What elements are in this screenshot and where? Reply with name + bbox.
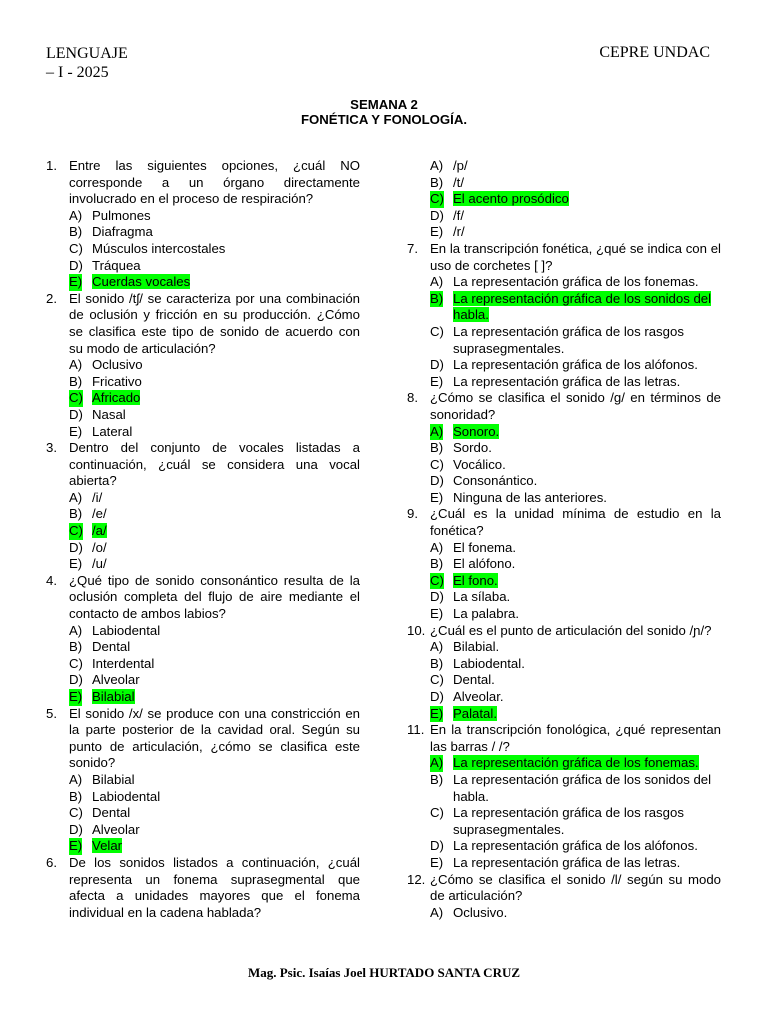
option-letter: C) — [430, 805, 444, 821]
question-item-continued — [407, 158, 721, 241]
question-item — [46, 158, 360, 291]
option-letter: C) — [430, 456, 444, 472]
option-letter: A) — [69, 489, 83, 505]
option-letter: E) — [69, 423, 83, 439]
option-text: La representación gráfica de los rasgos suprasegmentales. — [453, 323, 684, 356]
answer-option — [46, 506, 360, 523]
option-text: Bilabial — [92, 689, 135, 704]
question-item — [407, 241, 721, 390]
option-letter: A) — [69, 357, 83, 373]
answer-option — [46, 407, 360, 424]
answer-option — [407, 158, 721, 175]
answer-option — [407, 357, 721, 374]
option-letter: A) — [430, 274, 444, 290]
answer-option — [407, 855, 721, 872]
option-text: La representación gráfica de los sonidos del habla. — [453, 290, 712, 323]
question-item — [46, 855, 360, 921]
question-text: El sonido /tʃ/ se caracteriza por una combinación de oclusión y fricción en su producción. ¿Cómo se clasifica este tipo de sonido de acuerdo con su modo de articulación? — [69, 290, 360, 356]
option-letter: E) — [430, 489, 444, 505]
option-letter: B) — [69, 224, 83, 240]
question-number: 8. — [407, 390, 418, 406]
question-stem — [46, 706, 360, 772]
question-number: 4. — [46, 572, 57, 588]
option-letter: C) — [69, 805, 83, 821]
option-text: Fricativo — [92, 373, 142, 389]
option-text: /r/ — [453, 224, 465, 240]
questions-column-right — [407, 158, 721, 921]
question-number: 9. — [407, 506, 418, 522]
answer-option — [46, 772, 360, 789]
option-letter: C) — [69, 523, 83, 539]
answer-option — [46, 805, 360, 822]
answer-option — [46, 639, 360, 656]
option-text: Bilabial — [92, 771, 135, 787]
option-letter: A) — [430, 755, 444, 771]
option-letter: E) — [69, 274, 83, 290]
option-text: /i/ — [92, 489, 103, 505]
option-letter: E) — [430, 606, 444, 622]
option-letter: D) — [430, 838, 444, 854]
question-item — [407, 872, 721, 922]
question-stem — [407, 241, 721, 274]
question-number: 3. — [46, 440, 57, 456]
option-text: Nasal — [92, 406, 126, 422]
week-label: SEMANA 2 — [350, 97, 418, 112]
answer-option — [407, 208, 721, 225]
question-text: El sonido /x/ se produce con una constricción en la parte posterior de la cavidad oral. Según su punto de articulación, ¿cómo se clasifica este sonido? — [69, 705, 360, 771]
option-letter: B) — [430, 771, 444, 787]
option-text: La representación gráfica de los sonidos del habla. — [453, 771, 712, 804]
option-letter: A) — [69, 771, 83, 787]
answer-option — [407, 689, 721, 706]
answer-option-correct — [407, 191, 721, 208]
question-item — [407, 722, 721, 871]
option-letter: C) — [430, 672, 444, 688]
question-number: 2. — [46, 290, 57, 306]
question-item — [46, 440, 360, 573]
question-stem — [46, 291, 360, 357]
option-text: Ninguna de las anteriores. — [453, 489, 607, 505]
option-text: Alveolar — [92, 672, 140, 688]
answer-option — [407, 772, 721, 805]
option-text: La representación gráfica de los alófonos. — [453, 838, 698, 854]
answer-option — [407, 324, 721, 357]
answer-option — [46, 490, 360, 507]
option-text: Oclusivo. — [453, 904, 508, 920]
answer-option — [46, 424, 360, 441]
option-letter: D) — [430, 689, 444, 704]
option-letter: E) — [69, 556, 83, 572]
option-text: Consonántico. — [453, 473, 538, 489]
question-number: 1. — [46, 158, 57, 173]
question-stem — [407, 390, 721, 423]
answer-option — [46, 241, 360, 258]
option-text: Alveolar. — [453, 689, 504, 704]
option-text: Cuerdas vocales — [92, 274, 191, 290]
institution-name: CEPRE UNDAC — [599, 44, 710, 61]
answer-option — [407, 473, 721, 490]
option-letter: D) — [69, 672, 83, 688]
option-letter: B) — [430, 556, 444, 572]
option-text: Dental. — [453, 672, 495, 688]
question-stem — [46, 855, 360, 921]
answer-option — [46, 672, 360, 689]
option-text: Sordo. — [453, 440, 492, 456]
option-letter: C) — [430, 191, 444, 207]
questions-column-left — [46, 158, 360, 921]
option-text: El fonema. — [453, 539, 517, 555]
question-item — [407, 506, 721, 622]
topic-title: FONÉTICA Y FONOLOGÍA. — [300, 112, 468, 127]
option-text: Tráquea — [92, 257, 141, 273]
answer-option — [46, 623, 360, 640]
option-letter: E) — [430, 854, 444, 870]
course-header — [46, 44, 128, 82]
option-letter: D) — [69, 539, 83, 555]
option-letter: C) — [430, 572, 444, 588]
answer-option-correct — [407, 573, 721, 590]
option-text: /o/ — [92, 539, 107, 555]
option-letter: A) — [430, 158, 444, 173]
answer-option-correct — [46, 523, 360, 540]
answer-option-correct — [46, 838, 360, 855]
answer-option — [46, 374, 360, 391]
answer-option — [407, 606, 721, 623]
answer-option — [407, 672, 721, 689]
answer-option — [407, 805, 721, 838]
option-text: Sonoro. — [453, 423, 500, 439]
option-letter: C) — [430, 323, 444, 339]
option-letter: A) — [430, 639, 444, 655]
answer-option — [407, 175, 721, 192]
question-item — [46, 291, 360, 440]
question-text: ¿Cuál es la unidad mínima de estudio en la fonética? — [430, 506, 721, 539]
option-text: Lateral — [92, 423, 133, 439]
option-text: Alveolar — [92, 821, 140, 837]
option-letter: C) — [69, 390, 83, 406]
answer-option — [407, 490, 721, 507]
option-text: Palatal. — [453, 705, 497, 721]
answer-option — [407, 274, 721, 291]
question-text: ¿Qué tipo de sonido consonántico resulta de la oclusión completa del flujo de aire mediante el contacto de ambos labios? — [69, 572, 360, 622]
answer-option — [407, 639, 721, 656]
option-letter: B) — [69, 788, 83, 804]
question-text: De los sonidos listados a continuación, ¿cuál representa un fonema suprasegmental que afecta a unidades mayores que el fonema individual en la cadena hablada? — [69, 854, 360, 920]
option-text: Labiodental — [92, 788, 161, 804]
option-text: El acento prosódico — [453, 191, 569, 207]
option-letter: D) — [430, 589, 444, 605]
answer-option — [46, 208, 360, 225]
question-text: En la transcripción fonológica, ¿qué representan las barras / /? — [430, 722, 721, 754]
option-letter: E) — [69, 689, 83, 704]
option-text: La representación gráfica de las letras. — [453, 373, 681, 389]
option-letter: C) — [69, 655, 83, 671]
option-text: El alófono. — [453, 556, 516, 572]
answer-option — [407, 224, 721, 241]
answer-option — [407, 589, 721, 606]
option-text: La representación gráfica de los alófonos. — [453, 357, 698, 373]
answer-option-correct — [46, 689, 360, 706]
option-letter: D) — [69, 257, 83, 273]
answer-option — [46, 789, 360, 806]
question-item — [46, 573, 360, 706]
option-text: Dental — [92, 639, 131, 655]
option-letter: B) — [69, 639, 83, 655]
question-number: 11. — [407, 722, 425, 738]
option-text: Músculos intercostales — [92, 240, 226, 256]
answer-option — [407, 656, 721, 673]
answer-option — [407, 556, 721, 573]
question-item — [46, 706, 360, 855]
option-text: La representación gráfica de los fonemas. — [453, 274, 699, 290]
option-text: La sílaba. — [453, 589, 511, 605]
answer-option — [407, 374, 721, 391]
option-letter: E) — [430, 373, 444, 389]
answer-option-correct — [46, 274, 360, 291]
option-text: Vocálico. — [453, 456, 506, 472]
option-text: La representación gráfica de los rasgos suprasegmentales. — [453, 805, 684, 837]
answer-option — [46, 556, 360, 573]
answer-option-correct — [407, 755, 721, 772]
option-text: /a/ — [92, 523, 107, 539]
option-letter: C) — [69, 240, 83, 256]
option-letter: B) — [69, 506, 83, 522]
option-text: Africado — [92, 390, 141, 406]
option-letter: E) — [430, 224, 444, 240]
option-letter: B) — [430, 174, 444, 190]
answer-option — [407, 540, 721, 557]
course-name: LENGUAJE — [46, 45, 128, 62]
question-text: ¿Cuál es el punto de articulación del sonido /ɲ/? — [430, 622, 712, 638]
question-text: Entre las siguientes opciones, ¿cuál NO corresponde a un órgano directamente involucrado en el proceso de respiración? — [69, 158, 360, 207]
option-text: /e/ — [92, 506, 107, 522]
answer-option — [407, 905, 721, 922]
option-text: Interdental — [92, 655, 155, 671]
option-text: Pulmones — [92, 207, 151, 223]
answer-option — [46, 540, 360, 557]
question-stem — [46, 440, 360, 490]
option-letter: A) — [430, 904, 444, 920]
answer-option — [46, 258, 360, 275]
option-text: Labiodental. — [453, 655, 525, 671]
option-text: La representación gráfica de las letras. — [453, 854, 681, 870]
option-letter: D) — [69, 406, 83, 422]
option-text: La palabra. — [453, 606, 519, 622]
option-letter: E) — [430, 705, 444, 721]
question-stem — [407, 506, 721, 539]
question-text: En la transcripción fonética, ¿qué se indica con el uso de corchetes [ ]? — [430, 240, 721, 273]
option-text: /t/ — [453, 174, 464, 190]
option-text: Velar — [92, 838, 123, 854]
option-text: La representación gráfica de los fonemas. — [453, 755, 699, 771]
question-stem — [407, 722, 721, 755]
question-text: Dentro del conjunto de vocales listadas a continuación, ¿cuál se considera una vocal abierta? — [69, 440, 360, 489]
question-item — [407, 623, 721, 723]
answer-option — [46, 656, 360, 673]
question-number: 10. — [407, 622, 426, 638]
option-text: Labiodental — [92, 622, 161, 638]
option-letter: B) — [430, 440, 444, 456]
option-letter: D) — [430, 357, 444, 373]
option-letter: B) — [430, 290, 444, 306]
course-term: – I - 2025 — [46, 64, 109, 81]
option-text: /f/ — [453, 207, 464, 223]
option-letter: A) — [430, 423, 444, 439]
option-text: Bilabial. — [453, 639, 500, 655]
option-letter: D) — [430, 207, 444, 223]
question-number: 7. — [407, 240, 418, 256]
answer-option-correct — [46, 390, 360, 407]
option-letter: D) — [430, 473, 444, 489]
question-number: 5. — [46, 705, 57, 721]
answer-option-correct — [407, 291, 721, 324]
option-letter: A) — [69, 207, 83, 223]
question-number: 12. — [407, 871, 426, 887]
option-letter: E) — [69, 838, 83, 854]
option-letter: D) — [69, 821, 83, 837]
answer-option-correct — [407, 424, 721, 441]
question-number: 6. — [46, 854, 57, 870]
question-stem — [46, 158, 360, 208]
answer-option-correct — [407, 706, 721, 723]
answer-option — [407, 440, 721, 457]
option-letter: A) — [430, 539, 444, 555]
option-letter: A) — [69, 622, 83, 638]
question-stem — [407, 623, 721, 640]
question-stem — [46, 573, 360, 623]
option-letter: B) — [430, 655, 444, 671]
option-text: /u/ — [92, 556, 107, 572]
question-text: ¿Cómo se clasifica el sonido /l/ según su modo de articulación? — [430, 871, 721, 904]
question-stem — [407, 872, 721, 905]
answer-option — [407, 838, 721, 855]
document-title — [0, 97, 768, 127]
option-text: Oclusivo — [92, 357, 143, 373]
question-item — [407, 390, 721, 506]
answer-option — [46, 822, 360, 839]
answer-option — [407, 457, 721, 474]
option-text: /p/ — [453, 158, 468, 173]
option-text: Diafragma — [92, 224, 153, 240]
question-text: ¿Cómo se clasifica el sonido /g/ en términos de sonoridad? — [430, 390, 721, 422]
option-text: Dental — [92, 805, 131, 821]
option-letter: B) — [69, 373, 83, 389]
answer-option — [46, 224, 360, 241]
option-text: El fono. — [453, 572, 498, 588]
author-footer: Mag. Psic. Isaías Joel HURTADO SANTA CRUZ — [247, 965, 521, 980]
answer-option — [46, 357, 360, 374]
